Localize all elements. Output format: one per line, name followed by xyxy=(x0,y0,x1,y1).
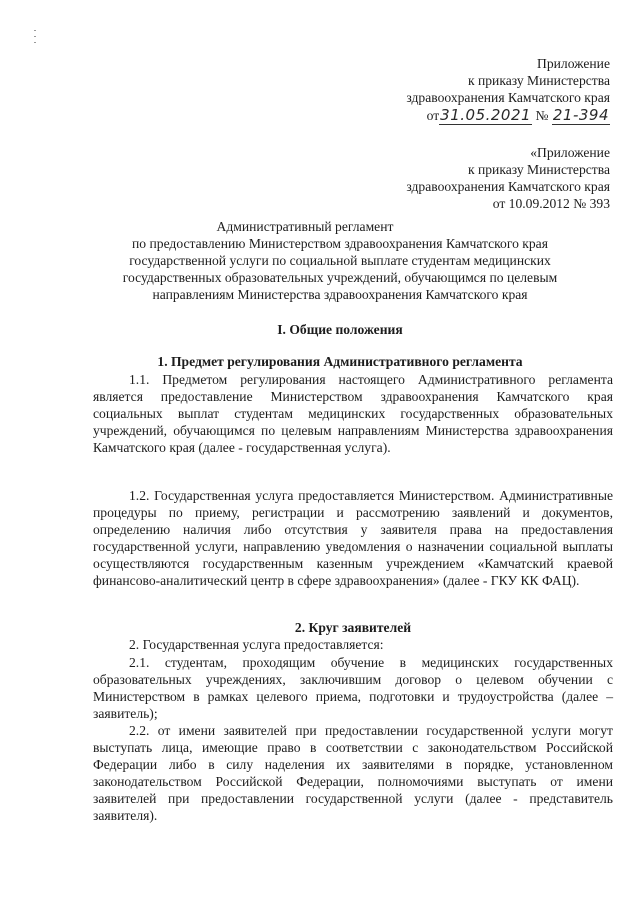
appendix-old-block xyxy=(310,144,610,212)
scan-mark xyxy=(34,30,37,48)
appendix-new-line2: к приказу Министерства xyxy=(467,73,610,88)
appendix-old-line3: здравоохранения Камчатского края xyxy=(406,179,610,194)
paragraph-2-1: 2.1. студентам, проходящим обучение в медицинских государственных образовательных учреждениях, заключившим договор о целевом обучении с Министерством в рамках целевого приема, подготовки и трудоустройства (далее – заявитель); xyxy=(93,655,613,721)
from-label: от xyxy=(426,108,440,123)
paragraph-2-2: 2.2. от имени заявителей при предоставлении государственной услуги могут выступать лица, имеющие право в соответствии с законодательством Российской Федерации либо в силу наделения их заявителями в порядке, установленном законодательством Российской Федерации, полномочиями выступать от имени заявителей при предоставлении государственной услуги (далее - представитель заявителя). xyxy=(93,723,613,823)
appendix-old-line1: «Приложение xyxy=(530,145,610,160)
document-title xyxy=(60,218,620,303)
title-line1: Административный регламент xyxy=(216,219,394,234)
appendix-new-line1: Приложение xyxy=(537,56,610,71)
appendix-new-date-line xyxy=(310,107,610,125)
paragraph-1-1: 1.1. Предметом регулирования настоящего Административного регламента является предоставление Министерством здравоохранения Камчатского края социальных выплат студентам медицинских государственных образовательных учреждений, обучающимся по целевым направлениям Министерства здравоохранения Камчатского края (далее - государственная услуга). xyxy=(93,372,613,455)
appendix-old-line4: от 10.09.2012 № 393 xyxy=(492,196,610,211)
title-line4: государственных образовательных учреждений, обучающимся по целевым xyxy=(122,270,558,285)
handwritten-date: 31.05.2021 xyxy=(440,106,532,124)
title-line3: государственной услуги по социальной выплате студентам медицинских xyxy=(129,253,551,268)
paragraph-1-2: 1.2. Государственная услуга предоставляется Министерством. Административные процедуры по приему, регистрации и рассмотрению заявлений и документов, определению наличия либо отсутствия у заявителя права на предоставления государственной услуги, направлению уведомления о назначении социальной выплаты осуществляются государственным казенным учреждением «Камчатский краевой финансово-аналитический центр в сфере здравоохранения» (далее - ГКУ КК ФАЦ). xyxy=(93,488,613,588)
subsection-1-heading: 1. Предмет регулирования Административного регламента xyxy=(157,354,523,369)
appendix-old-line2: к приказу Министерства xyxy=(467,162,610,177)
title-line5: направлениям Министерства здравоохранения Камчатского края xyxy=(152,287,528,302)
title-line2: по предоставлению Министерством здравоохранения Камчатского края xyxy=(132,236,548,251)
handwritten-number: 21-394 xyxy=(552,106,609,124)
appendix-new-block xyxy=(310,55,610,125)
paragraph-2: 2. Государственная услуга предоставляется: xyxy=(129,637,384,652)
subsection-2-heading: 2. Круг заявителей xyxy=(294,620,412,635)
number-label: № xyxy=(535,108,549,123)
appendix-new-line3: здравоохранения Камчатского края xyxy=(406,90,610,105)
section-heading: I. Общие положения xyxy=(277,322,403,337)
